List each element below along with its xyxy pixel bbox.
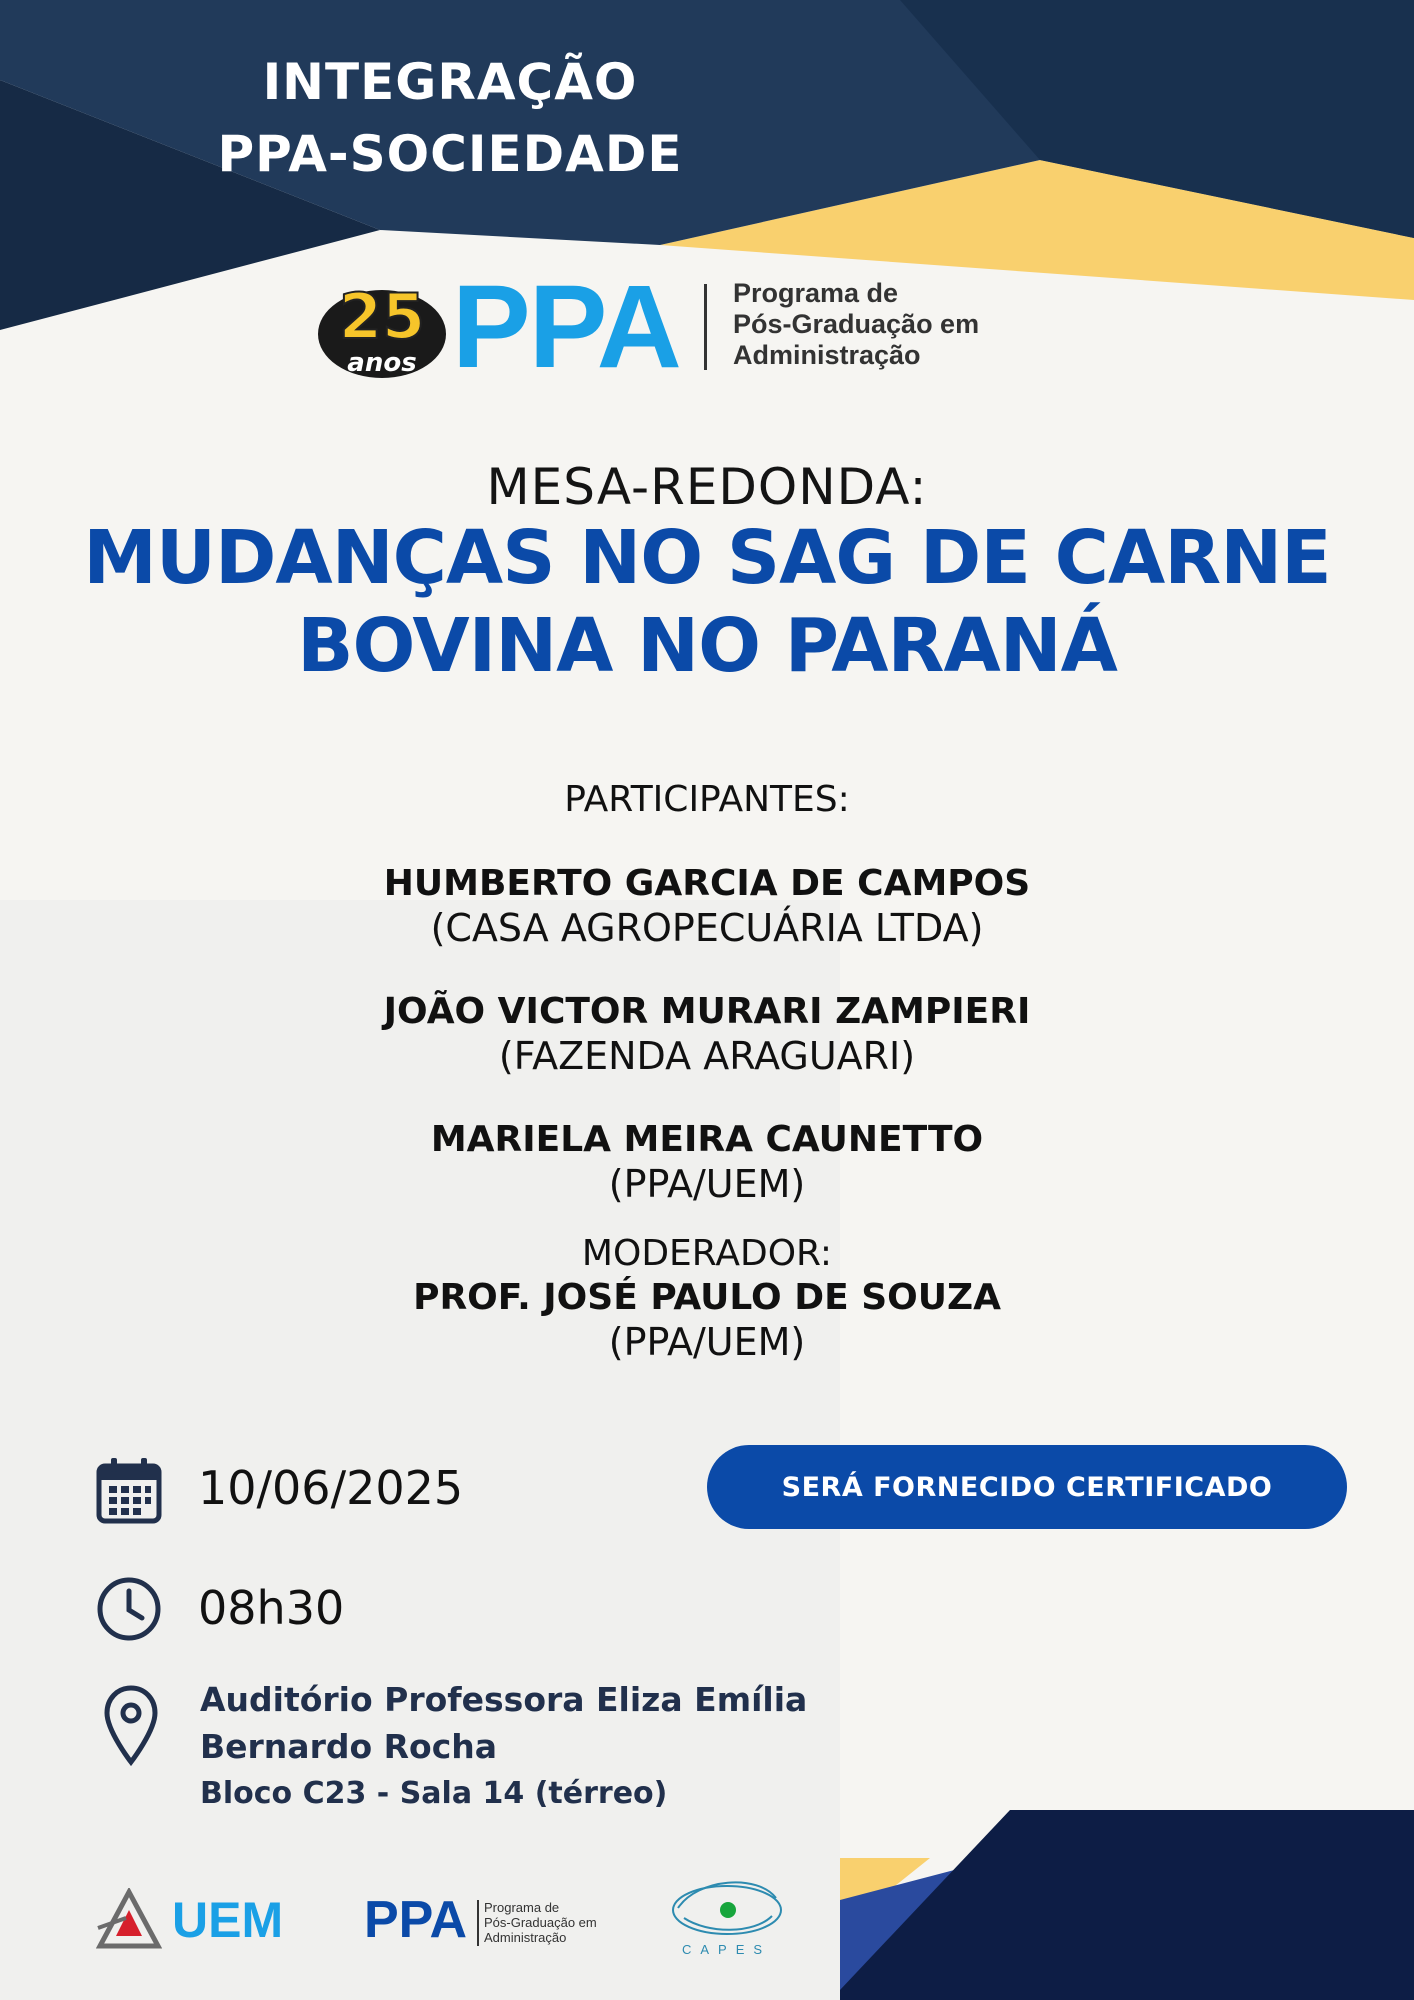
- participants-label: PARTICIPANTES:: [564, 779, 850, 820]
- participant-org: (CASA AGROPECUÁRIA LTDA): [430, 906, 984, 950]
- event-title: [0, 514, 1414, 690]
- header-title-line1: INTEGRAÇÃO: [262, 53, 638, 111]
- header-title-line2: PPA-SOCIEDADE: [217, 125, 683, 183]
- uem-emblem-logo: [96, 1888, 162, 1954]
- venue-line3: Bloco C23 - Sala 14 (térreo): [200, 1776, 668, 1811]
- venue-line2: Bernardo Rocha: [200, 1727, 498, 1766]
- badge-number: 25: [338, 280, 426, 353]
- badge-word: anos: [347, 348, 417, 378]
- footer-ppa-logo: PPA: [364, 1891, 468, 1949]
- participant-1: [0, 862, 1414, 950]
- logo-subtitle-line2: Pós-Graduação em: [733, 309, 980, 339]
- logo-divider: [704, 284, 707, 370]
- ppa-logo-text: PPA: [452, 261, 680, 393]
- logo-subtitle-line1: Programa de: [733, 278, 899, 308]
- uem-logo-text: UEM: [172, 1892, 284, 1948]
- moderator-name: PROF. JOSÉ PAULO DE SOUZA: [413, 1277, 1001, 1318]
- participant-name: JOÃO VICTOR MURARI ZAMPIERI: [383, 991, 1031, 1032]
- anniversary-badge-logo: [312, 276, 452, 386]
- participant-3: [0, 1118, 1414, 1206]
- logo-subtitle-line3: Administração: [733, 340, 921, 370]
- capes-logo-text: CAPES: [682, 1942, 772, 1957]
- certificate-button[interactable]: SERÁ FORNECIDO CERTIFICADO: [707, 1445, 1347, 1529]
- footer-sub-line3: Administração: [484, 1930, 567, 1945]
- participant-name: MARIELA MEIRA CAUNETTO: [430, 1119, 984, 1160]
- event-venue: [200, 1676, 807, 1817]
- footer-ppa-subtitle: [484, 1900, 597, 1945]
- footer-sub-line2: Pós-Graduação em: [484, 1915, 597, 1930]
- event-label: MESA-REDONDA:: [486, 458, 928, 516]
- capes-emblem-logo: [668, 1868, 786, 1942]
- event-time: 08h30: [198, 1581, 345, 1635]
- participant-org: (FAZENDA ARAGUARI): [498, 1034, 916, 1078]
- participant-org: (PPA/UEM): [608, 1162, 806, 1206]
- participant-name: HUMBERTO GARCIA DE CAMPOS: [383, 863, 1031, 904]
- ppa-logo-subtitle: [733, 278, 979, 371]
- moderator-label: MODERADOR:: [581, 1233, 833, 1274]
- footer-sub-line1: Programa de: [484, 1900, 560, 1915]
- venue-line1: Auditório Professora Eliza Emília: [200, 1680, 808, 1719]
- moderator: [0, 1232, 1414, 1364]
- header-title: [150, 46, 750, 190]
- map-pin-icon: [103, 1684, 159, 1768]
- event-date: 10/06/2025: [198, 1461, 464, 1515]
- clock-icon: [96, 1576, 162, 1642]
- event-title-line2: BOVINA NO PARANÁ: [297, 603, 1117, 689]
- event-title-line1: MUDANÇAS NO SAG DE CARNE: [83, 515, 1331, 601]
- moderator-org: (PPA/UEM): [608, 1320, 806, 1364]
- calendar-icon: [96, 1456, 162, 1524]
- footer-logo-divider: [477, 1900, 479, 1946]
- participant-2: [0, 990, 1414, 1078]
